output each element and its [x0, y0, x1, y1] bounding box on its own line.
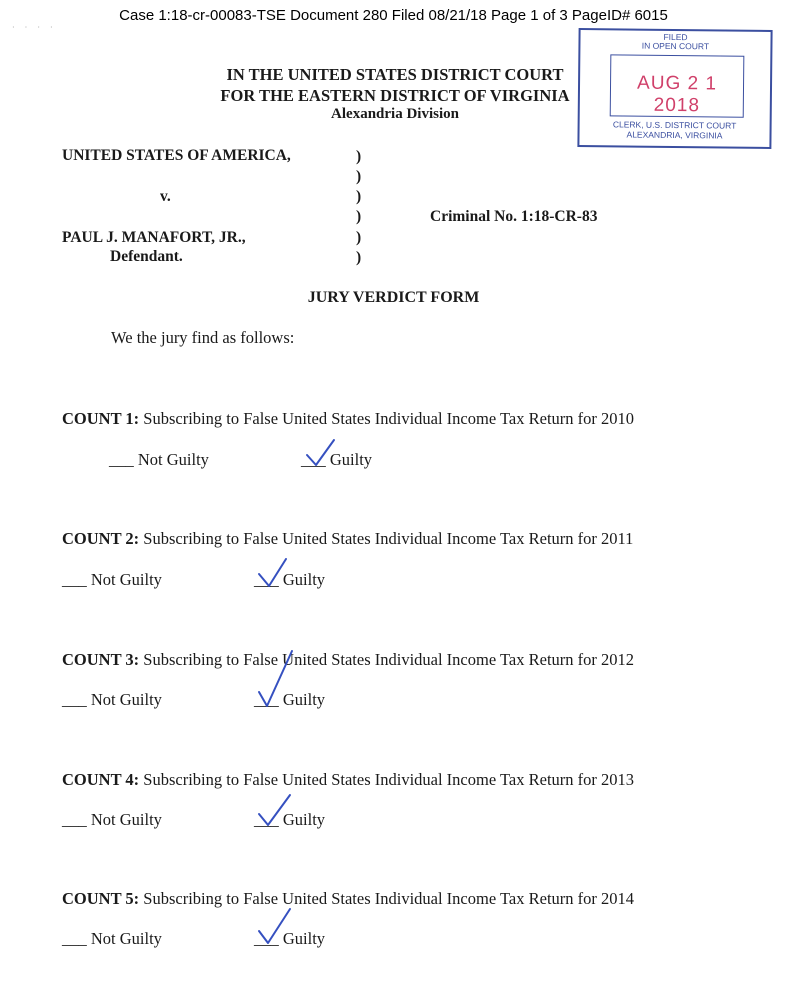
defendant-name: PAUL J. MANAFORT, JR.,: [62, 229, 246, 246]
count-3-guilty[interactable]: ___ Guilty: [254, 690, 326, 709]
caption-paren: ): [356, 249, 362, 266]
count-1: [62, 409, 634, 429]
count-5-not-guilty[interactable]: ___ Not Guilty: [62, 929, 162, 948]
stamp-in-open-court: IN OPEN COURT: [641, 40, 710, 52]
plaintiff-name: UNITED STATES OF AMERICA,: [62, 147, 291, 164]
count-4-check-mark-icon: [256, 792, 294, 830]
count-3-not-guilty[interactable]: ___ Not Guilty: [62, 690, 162, 709]
caption-paren: ): [356, 188, 362, 205]
stamp-bottom-text: [579, 119, 769, 141]
stamp-location: ALEXANDRIA, VIRGINIA: [626, 129, 723, 141]
caption-paren: ): [356, 229, 362, 246]
stamp-top-text: [580, 32, 770, 52]
count-label: COUNT 1:: [62, 409, 140, 428]
count-2-not-guilty[interactable]: ___ Not Guilty: [62, 570, 162, 589]
caption-paren: ): [356, 208, 362, 225]
stamp-date: AUG 2 1 2018: [637, 72, 718, 117]
count-5-check-mark-icon: [256, 906, 294, 948]
count-description: Subscribing to False United States Individual Income Tax Return for 2013: [143, 770, 635, 789]
count-description: Subscribing to False United States Individual Income Tax Return for 2011: [143, 529, 634, 548]
scan-artifact-dots: · · · ·: [12, 23, 57, 32]
count-4: [62, 770, 634, 790]
court-name-line1: IN THE UNITED STATES DISTRICT COURT: [226, 65, 564, 84]
count-3-check-mark-icon: [256, 648, 296, 710]
form-title-text: JURY VERDICT FORM: [307, 289, 480, 306]
count-5: [62, 889, 634, 909]
count-4-not-guilty[interactable]: ___ Not Guilty: [62, 810, 162, 829]
count-1-guilty[interactable]: ___ Guilty: [301, 450, 373, 469]
stamp-clerk: CLERK, U.S. DISTRICT COURT: [612, 119, 737, 131]
stamp-filed: FILED: [663, 31, 688, 43]
count-1-check-mark-icon: [304, 437, 338, 469]
count-5-guilty[interactable]: ___ Guilty: [254, 929, 326, 948]
form-title: [0, 289, 787, 307]
filed-stamp: [577, 28, 772, 149]
count-label: COUNT 4:: [62, 770, 140, 789]
count-label: COUNT 5:: [62, 889, 140, 908]
count-description: Subscribing to False United States Individual Income Tax Return for 2010: [143, 409, 635, 428]
court-division: Alexandria Division: [331, 106, 459, 122]
defendant-role: Defendant.: [110, 248, 183, 265]
filing-header: Case 1:18-cr-00083-TSE Document 280 Filed 08/21/18 Page 1 of 3 PageID# 6015: [119, 7, 668, 24]
count-3: [62, 650, 634, 670]
count-2-check-mark-icon: [256, 556, 290, 590]
stamp-date-box: [610, 54, 745, 117]
count-label: COUNT 3:: [62, 650, 140, 669]
court-name-line2: FOR THE EASTERN DISTRICT OF VIRGINIA: [220, 86, 570, 105]
case-number: Criminal No. 1:18-CR-83: [430, 208, 598, 225]
count-description: Subscribing to False United States Individual Income Tax Return for 2014: [143, 889, 635, 908]
count-description: Subscribing to False United States Individual Income Tax Return for 2012: [143, 650, 635, 669]
caption-paren: ): [356, 148, 362, 165]
count-2-guilty[interactable]: ___ Guilty: [254, 570, 326, 589]
count-2: [62, 529, 633, 549]
caption-paren: ): [356, 168, 362, 185]
intro-statement: We the jury find as follows:: [111, 328, 295, 347]
count-label: COUNT 2:: [62, 529, 140, 548]
count-1-not-guilty[interactable]: ___ Not Guilty: [109, 450, 209, 469]
count-4-guilty[interactable]: ___ Guilty: [254, 810, 326, 829]
versus: v.: [160, 188, 171, 205]
